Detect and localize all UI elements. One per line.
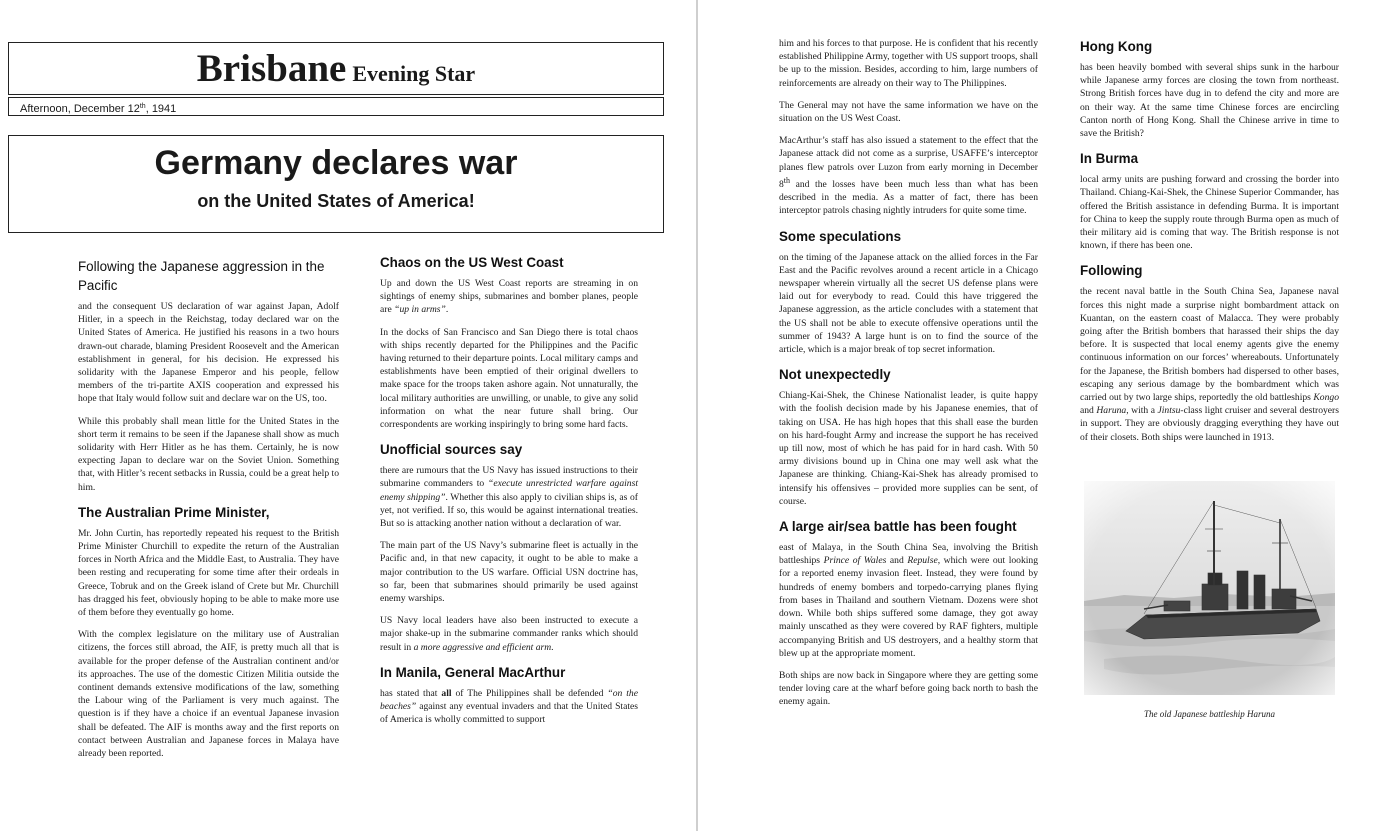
article-paragraph: Mr. John Curtin, has reportedly repeated his request to the British Prime Minister Churchill to expedite the return of the Australian forces in North Africa and the Middle East, to Australia. They have been resting and recuperating for some time after their ordeals in Greece, Tobruk and on the Greek island of Crete but Mr. Churchill has dragged his feet, obviously hoping to be able to make more use of them before they eventually go home. (78, 527, 339, 619)
text-run: . Whether this also apply to civilian ships is, as of yet, not verified. If so, this would be against international treaties. But so is attacking another nation without a declaration of war. (380, 491, 638, 530)
article-paragraph: The main part of the US Navy’s submarine fleet is actually in the Pacific and, in that new capacity, it ought to be able to make a major contribution to the US warfare. Official USN doctrine has, so far, been that submarines should primarily be used against enemy warships. (380, 540, 638, 605)
column-4 (1080, 37, 1339, 453)
text-run: , which were out looking for a reported enemy invasion fleet. Instead, they were found by hundreds of enemy bombers and torpedo-carrying planes flying from bases in Thailand and southern Vietnam. Dozens were shot down. While both ships suffered some damage, they got away mainly unscathed as they were covered by RAF fighters, multiple accompanying British and US destroyers, and a healthy storm that blew up at the appropriate moment. (779, 555, 1039, 659)
article-paragraph: on the timing of the Japanese attack on the allied forces in the Far East and the Pacific revolves around a recent article in a Chicago newspaper wherein virtually all the secret US defense plans were laid out for everybody to read. Could this have triggered the Japanese aggression, as the article concludes with a statement that the US shall not be able to execute offensive operations until the summer of 1943? A large hunt is on to find the source of the article, which is a major break of top secret information. (779, 251, 1038, 356)
headline: Germany declares war (154, 144, 518, 182)
section-heading-hong-kong: Hong Kong (1080, 39, 1153, 54)
column-2 (380, 253, 638, 735)
article-paragraph: him and his forces to that purpose. He is confident that his recently established Philippine Army, together with US support troops, shall be up to the mission. Besides, according to him, large numbers of reinforcements are already on their way to The Philippines. (779, 38, 1038, 89)
article-paragraph: local army units are pushing forward and crossing the border into Thailand. Chiang-Kai-Shek, the Chinese Superior Commander, has offered the British assistance in defending Burma. It is important for China to keep the supply route through Burma open as much of their military aid is coming that way. The British response is not known, if there has been one. (1080, 174, 1339, 252)
article-paragraph: Chiang-Kai-Shek, the Chinese Nationalist leader, is quite happy with the foolish decision made by his Japanese enemies, that of taking on USA. He has high hopes that this shall ease the burden on his hard-fought Army and increase the support he has received up till now, most of which he has paid for in hard cash. With 50 army divisions bound up in China one may well ask what the Japanese are thinking. Chiang-Kai-Shek has already promised to intensify his offensives – provided more supplies can be sent, of course. (779, 390, 1038, 507)
article-paragraph (380, 277, 638, 317)
section-heading-unofficial-sources: Unofficial sources say (380, 442, 523, 458)
text-run-italic: “on the beaches” (380, 687, 638, 713)
section-heading-prime-minister: The Australian Prime Minister, (78, 504, 270, 520)
text-run: Up and down the US West Coast reports are streaming in on sightings of enemy ships, submarines and bomber planes, people are (380, 278, 638, 316)
article-paragraph: While this probably shall mean little for the United States in the short term it remains to be seen if the Japanese shall show as much solidarity with Herr Hitler as he has them. Certainly, he is now expecting Japan to declare war on the Soviet Union. Something that, with Hitler’s recent setbacks in Russia, could be a great help to him. (78, 415, 339, 493)
section-heading-burma: In Burma (1080, 151, 1139, 167)
text-run-italic: Haruna (1096, 405, 1127, 417)
text-run: there are rumours that the US Navy has issued instructions to their submarine commanders to (380, 465, 638, 490)
text-run-italic: Kongo (1313, 392, 1339, 404)
text-run: of The Philippines shall be defended (451, 687, 608, 699)
section-heading-air-sea-battle: A large air/sea battle has been fought (779, 519, 1017, 535)
article-paragraph: With the complex legislature on the military use of Australian citizens, the forces still abroad, the AIF, is pretty much all that is available for the proper defense of the Australian continent and/or its approaches. The use of the domestic Citizen Militia outside the continent demands extensive modifications of the law, something the Labour wing of the Parliament is very much against. The question is if they have a choice if an eventual Japanese invasion shall be defeated. The AIF is months away and the first reports on contact between Australian and Japanese forces in Malaya have already been reported. (78, 629, 339, 760)
column-3 (779, 37, 1038, 718)
text-run-italic: a more aggressive and efficient arm (413, 641, 552, 653)
text-run: the recent naval battle in the South China Sea, Japanese naval forces this night made a surprise night bombardment attack on Kuantan, on the eastern coast of Malacca. They were probably going after the British bombers that harassed their ships the day before. It is suspected that local enemy agents give the enemy continuous information on our forces’ whereabouts. Unfortunately for the Japanese, the British bombers had dispersed to other bases, escaping any serious damage by the bombardment which was carried out by two large ships, reportedly the old battleships (1080, 286, 1339, 404)
section-heading-speculations: Some speculations (779, 228, 902, 244)
text-run: MacArthur’s staff has also issued a statement to the effect that the Japanese attack did not come as a surprise, USAFFE’s interceptor planes flew patrols over Luzon from early morning in December 8 (779, 135, 1038, 191)
text-run: -class light cruiser and several destroyers in support. They are obviously dragging everything they have out of their closets. Both ships were launched in 1913. (1080, 405, 1339, 443)
newspaper-name (9, 43, 663, 102)
subheadline: on the United States of America! (197, 191, 475, 211)
text-run-italic: Prince of Wales (823, 555, 887, 567)
text-run: . (551, 641, 554, 653)
article-paragraph: The General may not have the same information we have on the situation on the US West Coast. (779, 99, 1038, 125)
article-paragraph (380, 687, 638, 727)
article-paragraph: Both ships are now back in Singapore where they are getting some tender loving care at the wharf before going back north to bash the enemy again. (779, 669, 1038, 708)
text-run: and (1080, 405, 1097, 417)
dateline-sup: th (139, 103, 146, 110)
article-paragraph: In the docks of San Francisco and San Diego there is total chaos with ships recently departed for the Philippines and the Pacific having returned to their departure points. Local military camps and establishments have been emptied of their original dwellers to make space for the troops taken ashore again. Not unnaturally, the local military authorities are unwilling, or unable, to give any solid information on what the near future shall bring. Our correspondents are working inspiringly to bring some hard facts. (380, 326, 638, 431)
text-run-italic: Jintsu (1157, 405, 1181, 417)
text-run-italic: Repulse (907, 555, 938, 567)
article-paragraph: and the consequent US declaration of war against Japan, Adolf Hitler, in a speech in the Reichstag, today declared war on the United States of America. He justified his reasons in a two hours drawn-out charade, blaming President Roosevelt and the American establishment in general, for his decision. He expressed his solidarity with the Japanese Emperor and his people, fellow members of the tri-partite AXIS cooperation and expressed his hope that Italy would follow suit and declare war on the US, too. (78, 301, 339, 405)
text-run-bold: all (441, 687, 452, 699)
section-heading-following: Following (1080, 263, 1143, 279)
text-run-italic: “up in arms” (394, 304, 446, 316)
masthead (8, 42, 664, 95)
dateline (8, 97, 664, 116)
section-heading-manila: In Manila, General MacArthur (380, 664, 566, 680)
article-paragraph (779, 541, 1038, 660)
dateline-post: , 1941 (145, 103, 177, 115)
article-paragraph (1080, 285, 1339, 443)
headline-box (8, 135, 664, 233)
article-paragraph (380, 464, 638, 530)
article-paragraph (380, 614, 638, 654)
text-run: east of Malaya, in the South China Sea, involving the British battleships (779, 542, 1038, 567)
text-run-italic: “execute unrestricted warfare against enemy shipping” (380, 478, 638, 503)
dateline-pre: Afternoon, December 12 (20, 103, 140, 115)
text-run: . (445, 304, 449, 316)
section-heading-japanese-aggression: Following the Japanese aggression in the Pacific (78, 259, 325, 293)
text-run: and (886, 555, 908, 567)
newspaper-name-main: Brisbane (196, 47, 347, 90)
battleship-photo (1084, 481, 1335, 695)
article-paragraph: has been heavily bombed with several ships sunk in the harbour while Japanese army forces are closing the town from northeast. Strong British forces have dug in to defend the city and more are on their way. At the same time Chinese forces are encircling Canton north of Hong Kong. Shall the Chinese arrive in time to save the British? (1080, 62, 1339, 140)
photo-caption: The old Japanese battleship Haruna (1144, 709, 1275, 719)
article-paragraph (779, 134, 1038, 217)
text-run: , with a (1126, 405, 1158, 417)
section-heading-west-coast: Chaos on the US West Coast (380, 255, 564, 270)
section-heading-not-unexpectedly: Not unexpectedly (779, 367, 891, 383)
text-run: and the losses have been much less than what has been described in the media. As a matter of fact, there has been interceptor patrols chasing nightly intruders for quite some time. (779, 179, 1038, 217)
page-divider (696, 0, 698, 831)
text-run: US Navy local leaders have also been instructed to execute a major shake-up in the submarine commander ranks which should result in (380, 615, 638, 653)
text-run: has stated that (380, 687, 442, 699)
text-run: against any eventual invaders and that the United States of America is wholly committed to support (380, 701, 638, 726)
newspaper-name-sub: Evening Star (352, 61, 476, 86)
column-1 (78, 257, 339, 769)
text-run-sup: th (783, 175, 791, 185)
